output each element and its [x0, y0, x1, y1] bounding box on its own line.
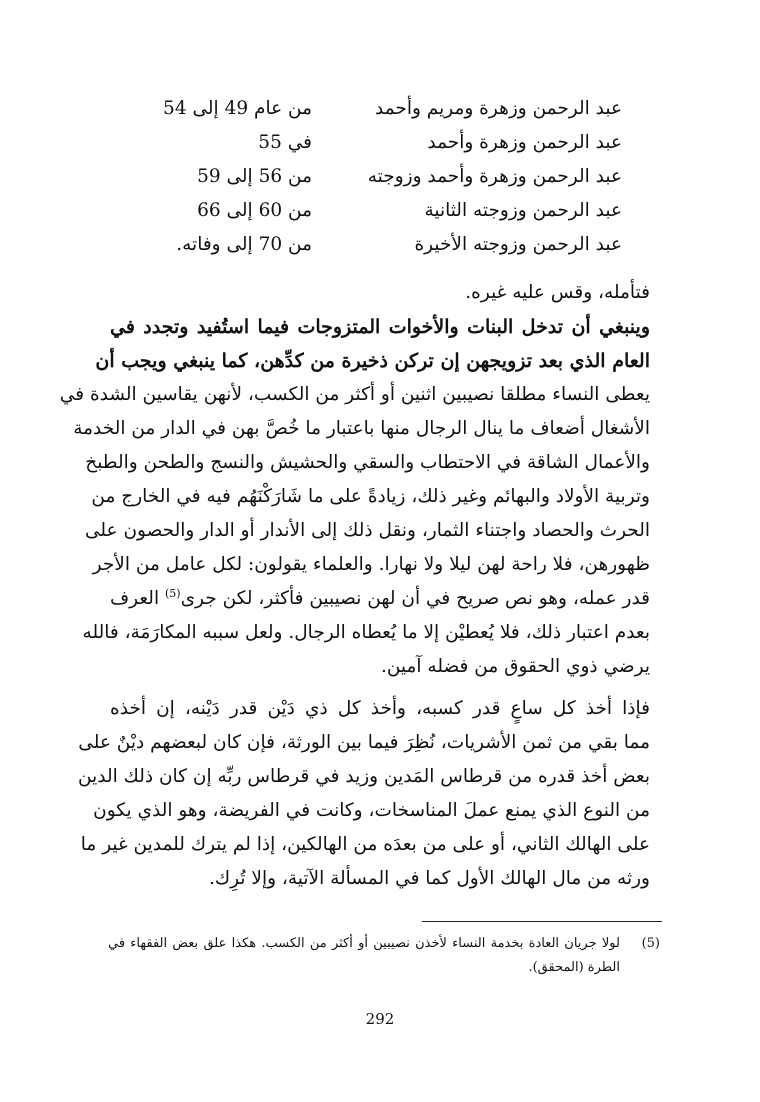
footnote-number: (5) [641, 936, 660, 951]
footnote-separator [422, 921, 662, 922]
period-years: من 60 إلى 66 [197, 200, 312, 221]
period-members: عبد الرحمن وزهرة وأحمد [427, 132, 622, 153]
period-row [150, 126, 622, 160]
footnote-reference[interactable]: (5) [164, 586, 181, 600]
body-line: الحرث والحصاد واجتناء الثمار، ونقل ذلك إلى الأندار أو الدار والحصون على [85, 520, 650, 541]
period-years: من عام 49 إلى 54 [163, 98, 312, 119]
period-row [150, 194, 622, 228]
body-line: من النوع الذي يمنع عملَ المناسخات، وكانت في الفريضة، وهو الذي يكون [93, 800, 650, 821]
period-members: عبد الرحمن وزوجته الأخيرة [414, 234, 622, 255]
body-line: فتأمله، وقس عليه غيره. [465, 282, 650, 303]
body-line: بعض أخذ قدره من قرطاس المَدين وزيد في قرطاس ربِّه إن كان ذلك الدين [78, 766, 650, 787]
body-line: يرضي ذوي الحقوق من فضله آمين. [380, 656, 650, 677]
body-line-bold: العام الذي بعد تزويجهن إن تركن ذخيرة من كدِّهن، كما ينبغي ويجب أن [95, 350, 650, 372]
body-line: بعدم اعتبار ذلك، فلا يُعطيْن إلا ما يُعطاه الرجال. ولعل سببه المكارَمَة، فالله [82, 622, 650, 643]
body-line: مما بقي من ثمن الأشريات، نُظِرَ فيما بين الورثة، فإن كان لبعضهم ديْنٌ على [78, 732, 650, 753]
body-line-bold: وينبغي أن تدخل البنات والأخوات المتزوجات فيما استُفيد وتجدد في [110, 316, 650, 338]
period-members: عبد الرحمن وزوجته الثانية [424, 200, 622, 221]
period-years: من 70 إلى وفاته. [176, 234, 312, 255]
period-members: عبد الرحمن وزهرة وأحمد وزوجته [367, 166, 622, 187]
body-line: يعطى النساء مطلقا نصيبين اثنين أو أكثر من الكسب، لأنهن يقاسين الشدة في [59, 384, 650, 405]
page-number: 292 [365, 1010, 395, 1028]
body-line: وتربية الأولاد والبهائم وغير ذلك، زيادةً على ما شَارَكْنَهُم فيه في الخارج من [91, 486, 650, 507]
periods-table [150, 92, 622, 262]
period-row [150, 92, 622, 126]
period-years: من 56 إلى 59 [197, 166, 312, 187]
body-line: الأشغال أضعاف ما ينال الرجال منها باعتبار ما خُصَّ بهن في الدار من الخدمة [73, 418, 650, 439]
body-line [110, 582, 650, 616]
body-line: على الهالك الثاني، أو على من بعدَه من الهالكين، إذا لم يترك للمدين غير ما [80, 834, 650, 855]
period-row [150, 160, 622, 194]
body-line: ظهورهن، فلا راحة لهن ليلا ولا نهارا. والعلماء يقولون: لكل عامل من الأجر [92, 554, 650, 575]
period-row [150, 228, 622, 262]
period-members: عبد الرحمن وزهرة ومريم وأحمد [374, 98, 622, 119]
period-years: في 55 [258, 132, 312, 153]
body-line: ورثه من مال الهالك الأول كما في المسألة الآتية، وإلا تُرِك. [209, 868, 650, 889]
body-line-text: العرف [110, 588, 165, 609]
footnote-text: لولا جريان العادة بخدمة النساء لأخذن نصيبين أو أكثر من الكسب. هكذا علق بعض الفقهاء في [108, 936, 620, 951]
body-line-text: قدر عمله، وهو نص صريح في أن لهن نصيبين فأكثر، لكن جرى [180, 588, 651, 609]
body-line: فإذا أخذ كل ساعٍ قدر كسبه، وأخذ كل ذي دَيْن قدر دَيْنه، إن أخذه [110, 698, 650, 719]
body-line: والأعمال الشاقة في الاحتطاب والسقي والحشيش والنسج والطحن والطبخ [85, 452, 650, 473]
footnote-text: الطرة (المحقق). [528, 960, 620, 975]
